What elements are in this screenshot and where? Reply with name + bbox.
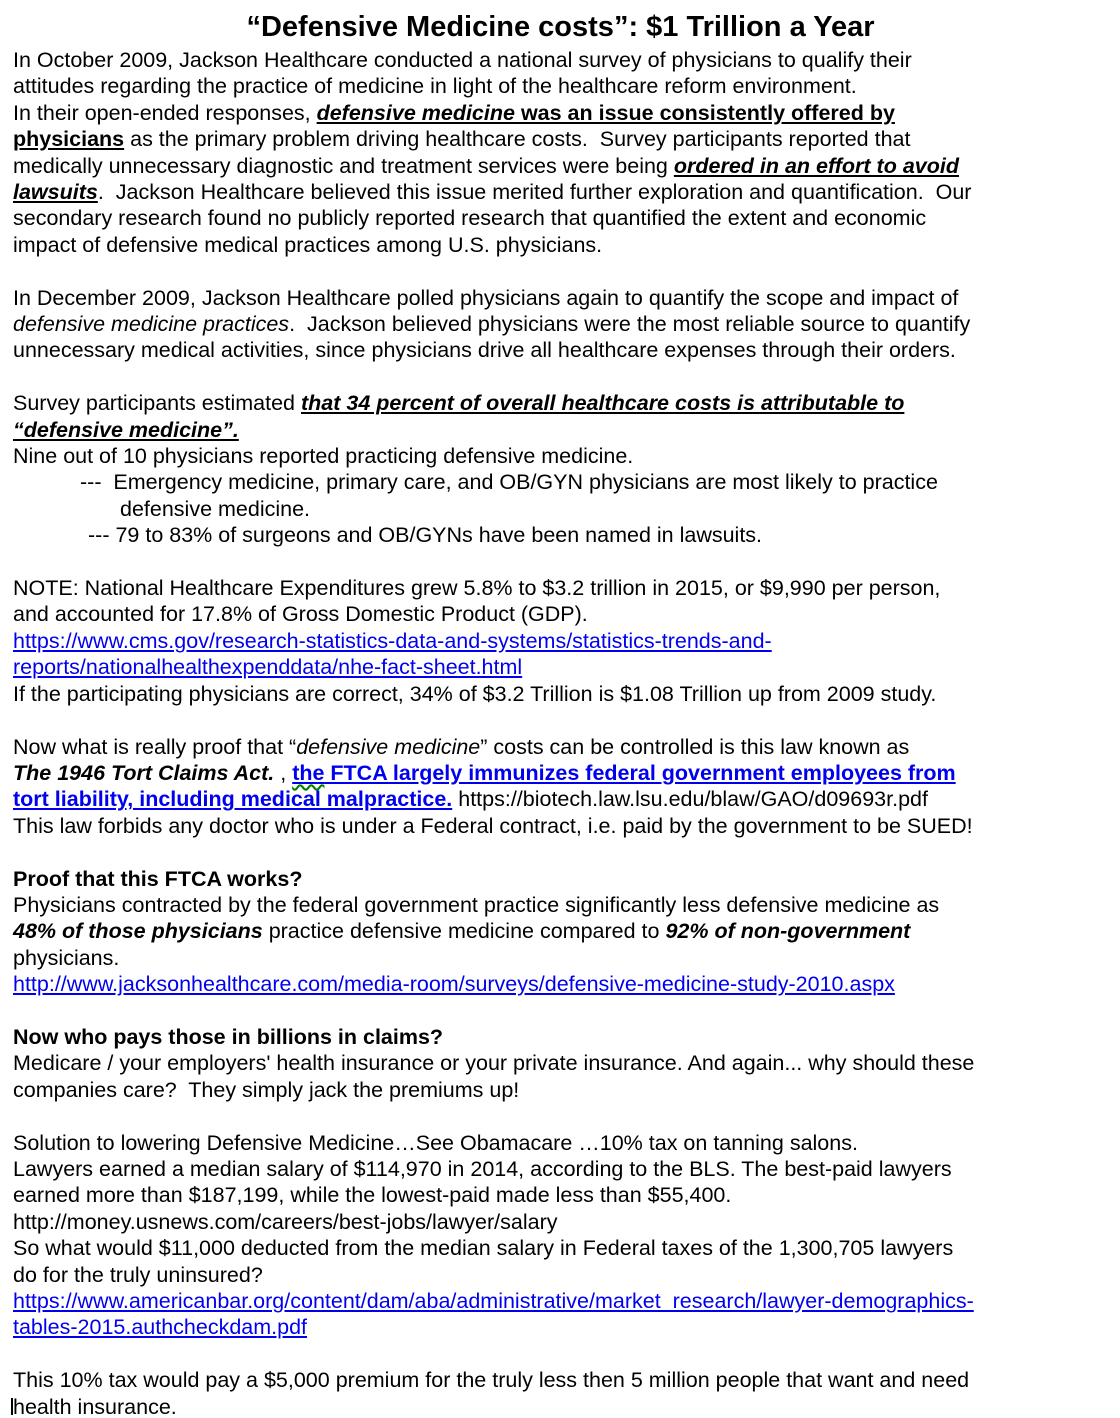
text-line (13, 945, 1108, 971)
text-line (13, 337, 1108, 363)
text-run: Now what is really proof that “ (13, 734, 297, 759)
text-run: --- Emergency medicine, primary care, and OB/GYN physicians are most likely to practice (80, 470, 938, 495)
blank-line (13, 998, 1108, 1024)
text-run: defensive medicine practices (13, 312, 290, 337)
blank-line (13, 1341, 1108, 1367)
text-line (13, 628, 1108, 654)
text-run: Proof that this FTCA works? (13, 866, 303, 891)
text-run: 92% of non-government (665, 919, 911, 944)
text-run: medically unnecessary diagnostic and treatment services were being (13, 153, 674, 178)
text-line (13, 1130, 1108, 1156)
text-run: practice defensive medicine compared to (262, 919, 666, 944)
text-run: Nine out of 10 physicians reported practicing defensive medicine. (13, 444, 634, 469)
text-run: In their open-ended responses, (13, 100, 317, 125)
text-run: Solution to lowering Defensive Medicine…See Obamacare …10% tax on tanning salons. (13, 1130, 858, 1155)
text-line (13, 469, 1108, 495)
blank-line (13, 707, 1108, 733)
text-run: 48% of those physicians (13, 919, 263, 944)
text-line (13, 1288, 1108, 1314)
text-run: Lawyers earned a median salary of $114,970 in 2014, according to the BLS. The best-paid lawyers (13, 1156, 952, 1181)
text-line (13, 126, 1108, 152)
text-line (13, 73, 1108, 99)
text-run: physicians. (13, 945, 120, 970)
hyperlink[interactable]: tables-2015.authcheckdam.pdf (13, 1315, 308, 1340)
hyperlink[interactable]: https://www.cms.gov/research-statistics-data-and-systems/statistics-trends-and- (13, 628, 772, 653)
text-line (13, 390, 1108, 416)
text-run: “defensive medicine”. (13, 417, 239, 442)
text-run: earned more than $187,199, while the lowest-paid made less than $55,400. (13, 1183, 732, 1208)
spellcheck-squiggle: the (292, 760, 325, 785)
text-run: secondary research found no publicly reported research that quantified the extent and economic (13, 206, 927, 231)
text-line (13, 285, 1108, 311)
text-line (13, 153, 1108, 179)
hyperlink[interactable]: FTCA largely immunizes federal government employees from (324, 760, 956, 785)
text-line (13, 47, 1108, 73)
text-line (13, 522, 1108, 548)
text-line (13, 1262, 1108, 1288)
text-line (13, 205, 1108, 231)
text-line (13, 1050, 1108, 1076)
text-line (13, 654, 1108, 680)
text-line (13, 971, 1108, 997)
text-line (13, 1314, 1108, 1340)
blank-line (13, 839, 1108, 865)
text-run: This law forbids any doctor who is under a Federal contract, i.e. paid by the government to be SUED! (13, 813, 973, 838)
document-title: “Defensive Medicine costs”: $1 Trillion a Year (246, 11, 875, 43)
text-run: Medicare / your employers' health insurance or your private insurance. And again... why should these (13, 1051, 975, 1076)
text-line (13, 1156, 1108, 1182)
text-run: defensive medicine (296, 734, 481, 759)
text-line (13, 866, 1108, 892)
hyperlink[interactable] (292, 761, 324, 785)
text-line (13, 1394, 1108, 1418)
text-run: Survey participants estimated (13, 391, 301, 416)
text-line (13, 1209, 1108, 1235)
text-run: . Jackson believed physicians were the most reliable source to quantify (289, 312, 971, 337)
text-run: and accounted for 17.8% of Gross Domestic Product (GDP). (13, 602, 588, 627)
text-run: was an issue consistently offered by (514, 100, 895, 125)
text-line (13, 496, 1108, 522)
text-run: ordered in an effort to avoid (673, 153, 959, 178)
blank-line (13, 549, 1108, 575)
text-run: The 1946 Tort Claims Act. (13, 760, 275, 785)
text-run: --- 79 to 83% of surgeons and OB/GYNs have been named in lawsuits. (88, 523, 763, 548)
blank-line (13, 258, 1108, 284)
hyperlink[interactable]: tort liability, including medical malpractice. (13, 787, 453, 812)
text-line (13, 918, 1108, 944)
text-run: defensive medicine (316, 100, 515, 125)
text-run: https://biotech.law.lsu.edu/blaw/GAO/d09693r.pdf (452, 787, 928, 812)
text-run: . Jackson Healthcare believed this issue merited further exploration and quantification. Our (97, 180, 972, 205)
text-run: lawsuits (13, 180, 98, 205)
text-line (13, 311, 1108, 337)
text-run: companies care? They simply jack the premiums up! (13, 1077, 520, 1102)
document-body (13, 47, 1108, 1418)
text-run: NOTE: National Healthcare Expenditures grew 5.8% to $3.2 trillion in 2015, or $9,990 per person, (13, 576, 941, 601)
text-cursor (11, 1398, 13, 1415)
text-run: In December 2009, Jackson Healthcare polled physicians again to quantify the scope and impact of (13, 285, 959, 310)
text-line (13, 232, 1108, 258)
text-run: defensive medicine. (120, 496, 311, 521)
text-run: ” costs can be controlled is this law known as (480, 734, 910, 759)
text-line (13, 601, 1108, 627)
text-run: This 10% tax would pay a $5,000 premium for the truly less then 5 million people that want and need (13, 1368, 970, 1393)
text-run: physicians (13, 127, 125, 152)
text-run: So what would $11,000 deducted from the median salary in Federal taxes of the 1,300,705 lawyers (13, 1236, 954, 1261)
text-run: Now who pays those in billions in claims? (13, 1024, 444, 1049)
text-line (13, 443, 1108, 469)
hyperlink[interactable]: https://www.americanbar.org/content/dam/aba/administrative/market_research/lawyer-demographics- (13, 1288, 974, 1313)
text-line (13, 760, 1108, 786)
hyperlink[interactable]: reports/nationalhealthexpenddata/nhe-fact-sheet.html (13, 655, 523, 680)
hyperlink[interactable]: http://www.jacksonhealthcare.com/media-room/surveys/defensive-medicine-study-2010.aspx (13, 972, 895, 997)
text-line (13, 100, 1108, 126)
text-run: attitudes regarding the practice of medicine in light of the healthcare reform environment. (13, 74, 857, 99)
text-run: health insurance. (13, 1394, 177, 1418)
text-run: If the participating physicians are correct, 34% of $3.2 Trillion is $1.08 Trillion up from 2009 study. (13, 681, 937, 706)
text-line (13, 892, 1108, 918)
text-line (13, 813, 1108, 839)
text-run: Physicians contracted by the federal government practice significantly less defensive medicine as (13, 892, 940, 917)
text-line (13, 417, 1108, 443)
text-line (13, 681, 1108, 707)
text-line (13, 179, 1108, 205)
text-run: as the primary problem driving healthcare costs. Survey participants reported that (124, 127, 911, 152)
text-run: that 34 percent of overall healthcare costs is attributable to (301, 391, 905, 416)
text-run: http://money.usnews.com/careers/best-jobs/lawyer/salary (13, 1209, 558, 1234)
text-run: , (274, 760, 293, 785)
blank-line (13, 1103, 1108, 1129)
text-line (13, 786, 1108, 812)
text-run: unnecessary medical activities, since physicians drive all healthcare expenses through their orders. (13, 338, 956, 363)
text-run: do for the truly uninsured? (13, 1262, 263, 1287)
text-run: impact of defensive medical practices among U.S. physicians. (13, 232, 603, 257)
text-line (13, 1077, 1108, 1103)
text-run: In October 2009, Jackson Healthcare conducted a national survey of physicians to qualify their (13, 48, 912, 72)
blank-line (13, 364, 1108, 390)
text-line (13, 1367, 1108, 1393)
text-line (13, 1182, 1108, 1208)
text-line (13, 1024, 1108, 1050)
text-line (13, 1235, 1108, 1261)
text-line (13, 734, 1108, 760)
text-line (13, 575, 1108, 601)
